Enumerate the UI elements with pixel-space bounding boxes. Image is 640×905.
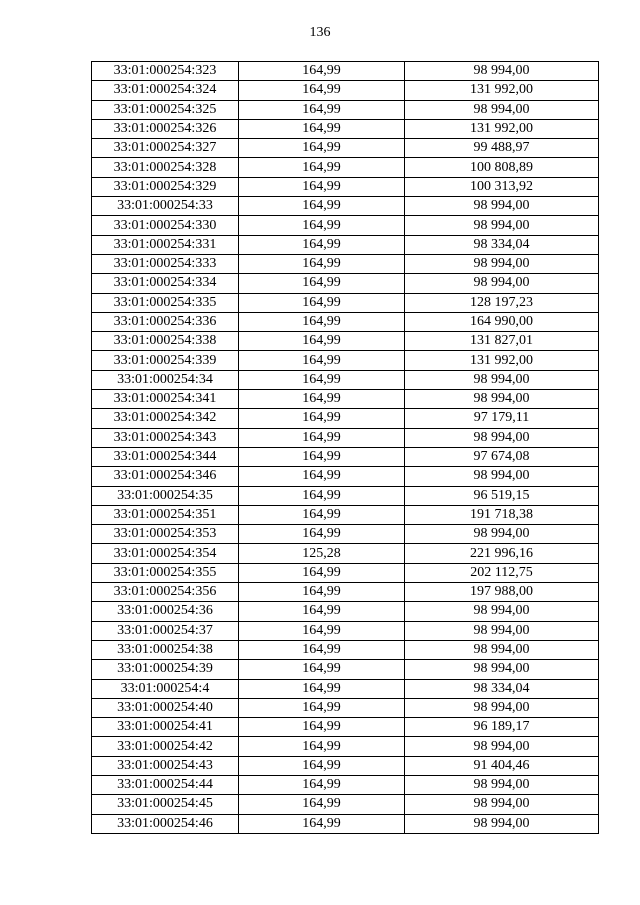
table-row [92, 197, 599, 216]
table-row [92, 660, 599, 679]
value-cell: 164,99 [239, 332, 405, 351]
table-row [92, 351, 599, 370]
cadastral-number-cell: 33:01:000254:38 [92, 640, 239, 659]
amount-cell: 100 313,92 [405, 177, 599, 196]
cadastral-number-cell: 33:01:000254:331 [92, 235, 239, 254]
amount-cell: 98 334,04 [405, 679, 599, 698]
cadastral-number-cell: 33:01:000254:343 [92, 428, 239, 447]
amount-cell: 197 988,00 [405, 583, 599, 602]
table-row [92, 274, 599, 293]
amount-cell: 98 994,00 [405, 775, 599, 794]
amount-cell: 98 994,00 [405, 467, 599, 486]
cadastral-number-cell: 33:01:000254:37 [92, 621, 239, 640]
table-row [92, 254, 599, 273]
table-row [92, 602, 599, 621]
value-cell: 164,99 [239, 795, 405, 814]
amount-cell: 98 994,00 [405, 525, 599, 544]
value-cell: 164,99 [239, 583, 405, 602]
amount-cell: 99 488,97 [405, 139, 599, 158]
table-row [92, 235, 599, 254]
cadastral-number-cell: 33:01:000254:40 [92, 698, 239, 717]
cadastral-number-cell: 33:01:000254:323 [92, 62, 239, 81]
value-cell: 164,99 [239, 100, 405, 119]
cadastral-number-cell: 33:01:000254:346 [92, 467, 239, 486]
amount-cell: 98 994,00 [405, 274, 599, 293]
amount-cell: 98 994,00 [405, 428, 599, 447]
amount-cell: 221 996,16 [405, 544, 599, 563]
value-cell: 164,99 [239, 119, 405, 138]
table-row [92, 525, 599, 544]
amount-cell: 98 334,04 [405, 235, 599, 254]
cadastral-number-cell: 33:01:000254:351 [92, 505, 239, 524]
value-cell: 164,99 [239, 81, 405, 100]
amount-cell: 98 994,00 [405, 698, 599, 717]
cadastral-number-cell: 33:01:000254:39 [92, 660, 239, 679]
cadastral-number-cell: 33:01:000254:355 [92, 563, 239, 582]
value-cell: 125,28 [239, 544, 405, 563]
table-row [92, 81, 599, 100]
cadastral-number-cell: 33:01:000254:334 [92, 274, 239, 293]
value-cell: 164,99 [239, 525, 405, 544]
table-row [92, 775, 599, 794]
table-row [92, 158, 599, 177]
amount-cell: 98 994,00 [405, 62, 599, 81]
data-table [91, 61, 599, 834]
amount-cell: 98 994,00 [405, 254, 599, 273]
cadastral-number-cell: 33:01:000254:356 [92, 583, 239, 602]
value-cell: 164,99 [239, 718, 405, 737]
table-row [92, 467, 599, 486]
amount-cell: 98 994,00 [405, 602, 599, 621]
cadastral-number-cell: 33:01:000254:325 [92, 100, 239, 119]
table-row [92, 119, 599, 138]
cadastral-number-cell: 33:01:000254:338 [92, 332, 239, 351]
cadastral-number-cell: 33:01:000254:34 [92, 370, 239, 389]
value-cell: 164,99 [239, 216, 405, 235]
cadastral-number-cell: 33:01:000254:335 [92, 293, 239, 312]
table-row [92, 563, 599, 582]
table-row [92, 621, 599, 640]
table-row [92, 139, 599, 158]
cadastral-number-cell: 33:01:000254:36 [92, 602, 239, 621]
amount-cell: 98 994,00 [405, 197, 599, 216]
amount-cell: 96 189,17 [405, 718, 599, 737]
amount-cell: 97 179,11 [405, 409, 599, 428]
value-cell: 164,99 [239, 274, 405, 293]
table-row [92, 216, 599, 235]
cadastral-number-cell: 33:01:000254:329 [92, 177, 239, 196]
table-row [92, 679, 599, 698]
value-cell: 164,99 [239, 660, 405, 679]
table-row [92, 640, 599, 659]
table-row [92, 718, 599, 737]
page-number: 136 [309, 25, 331, 40]
table-row [92, 370, 599, 389]
amount-cell: 98 994,00 [405, 621, 599, 640]
amount-cell: 98 994,00 [405, 640, 599, 659]
amount-cell: 97 674,08 [405, 447, 599, 466]
cadastral-number-cell: 33:01:000254:336 [92, 312, 239, 331]
value-cell: 164,99 [239, 737, 405, 756]
table-row [92, 293, 599, 312]
value-cell: 164,99 [239, 177, 405, 196]
cadastral-number-cell: 33:01:000254:342 [92, 409, 239, 428]
amount-cell: 131 992,00 [405, 119, 599, 138]
amount-cell: 100 808,89 [405, 158, 599, 177]
cadastral-number-cell: 33:01:000254:44 [92, 775, 239, 794]
value-cell: 164,99 [239, 235, 405, 254]
table-row [92, 177, 599, 196]
cadastral-number-cell: 33:01:000254:4 [92, 679, 239, 698]
value-cell: 164,99 [239, 312, 405, 331]
amount-cell: 164 990,00 [405, 312, 599, 331]
table-row [92, 814, 599, 833]
table-row [92, 332, 599, 351]
cadastral-number-cell: 33:01:000254:333 [92, 254, 239, 273]
table-row [92, 505, 599, 524]
table-body [92, 62, 599, 834]
amount-cell: 98 994,00 [405, 660, 599, 679]
cadastral-number-cell: 33:01:000254:43 [92, 756, 239, 775]
cadastral-number-cell: 33:01:000254:45 [92, 795, 239, 814]
cadastral-number-cell: 33:01:000254:339 [92, 351, 239, 370]
value-cell: 164,99 [239, 428, 405, 447]
table-row [92, 737, 599, 756]
value-cell: 164,99 [239, 602, 405, 621]
amount-cell: 98 994,00 [405, 795, 599, 814]
cadastral-number-cell: 33:01:000254:46 [92, 814, 239, 833]
value-cell: 164,99 [239, 756, 405, 775]
amount-cell: 131 992,00 [405, 351, 599, 370]
cadastral-number-cell: 33:01:000254:328 [92, 158, 239, 177]
cadastral-number-cell: 33:01:000254:341 [92, 390, 239, 409]
value-cell: 164,99 [239, 409, 405, 428]
value-cell: 164,99 [239, 775, 405, 794]
value-cell: 164,99 [239, 505, 405, 524]
value-cell: 164,99 [239, 158, 405, 177]
value-cell: 164,99 [239, 254, 405, 273]
cadastral-number-cell: 33:01:000254:354 [92, 544, 239, 563]
value-cell: 164,99 [239, 467, 405, 486]
amount-cell: 98 994,00 [405, 216, 599, 235]
value-cell: 164,99 [239, 563, 405, 582]
table-row [92, 390, 599, 409]
amount-cell: 98 994,00 [405, 814, 599, 833]
amount-cell: 131 827,01 [405, 332, 599, 351]
value-cell: 164,99 [239, 486, 405, 505]
amount-cell: 98 994,00 [405, 390, 599, 409]
table-row [92, 62, 599, 81]
value-cell: 164,99 [239, 679, 405, 698]
value-cell: 164,99 [239, 640, 405, 659]
value-cell: 164,99 [239, 293, 405, 312]
amount-cell: 191 718,38 [405, 505, 599, 524]
amount-cell: 128 197,23 [405, 293, 599, 312]
amount-cell: 98 994,00 [405, 370, 599, 389]
value-cell: 164,99 [239, 390, 405, 409]
table-row [92, 100, 599, 119]
table-row [92, 698, 599, 717]
cadastral-number-cell: 33:01:000254:344 [92, 447, 239, 466]
cadastral-number-cell: 33:01:000254:326 [92, 119, 239, 138]
cadastral-number-cell: 33:01:000254:42 [92, 737, 239, 756]
table-row [92, 795, 599, 814]
table-row [92, 428, 599, 447]
table-row [92, 756, 599, 775]
table-row [92, 447, 599, 466]
value-cell: 164,99 [239, 814, 405, 833]
amount-cell: 98 994,00 [405, 737, 599, 756]
cadastral-number-cell: 33:01:000254:330 [92, 216, 239, 235]
table-row [92, 409, 599, 428]
value-cell: 164,99 [239, 447, 405, 466]
amount-cell: 96 519,15 [405, 486, 599, 505]
value-cell: 164,99 [239, 351, 405, 370]
amount-cell: 98 994,00 [405, 100, 599, 119]
table-row [92, 312, 599, 331]
amount-cell: 91 404,46 [405, 756, 599, 775]
value-cell: 164,99 [239, 197, 405, 216]
table-row [92, 544, 599, 563]
table-row [92, 486, 599, 505]
cadastral-number-cell: 33:01:000254:41 [92, 718, 239, 737]
value-cell: 164,99 [239, 62, 405, 81]
value-cell: 164,99 [239, 621, 405, 640]
amount-cell: 131 992,00 [405, 81, 599, 100]
cadastral-number-cell: 33:01:000254:327 [92, 139, 239, 158]
cadastral-number-cell: 33:01:000254:353 [92, 525, 239, 544]
value-cell: 164,99 [239, 370, 405, 389]
cadastral-number-cell: 33:01:000254:324 [92, 81, 239, 100]
cadastral-number-cell: 33:01:000254:35 [92, 486, 239, 505]
value-cell: 164,99 [239, 698, 405, 717]
cadastral-number-cell: 33:01:000254:33 [92, 197, 239, 216]
amount-cell: 202 112,75 [405, 563, 599, 582]
table-row [92, 583, 599, 602]
value-cell: 164,99 [239, 139, 405, 158]
